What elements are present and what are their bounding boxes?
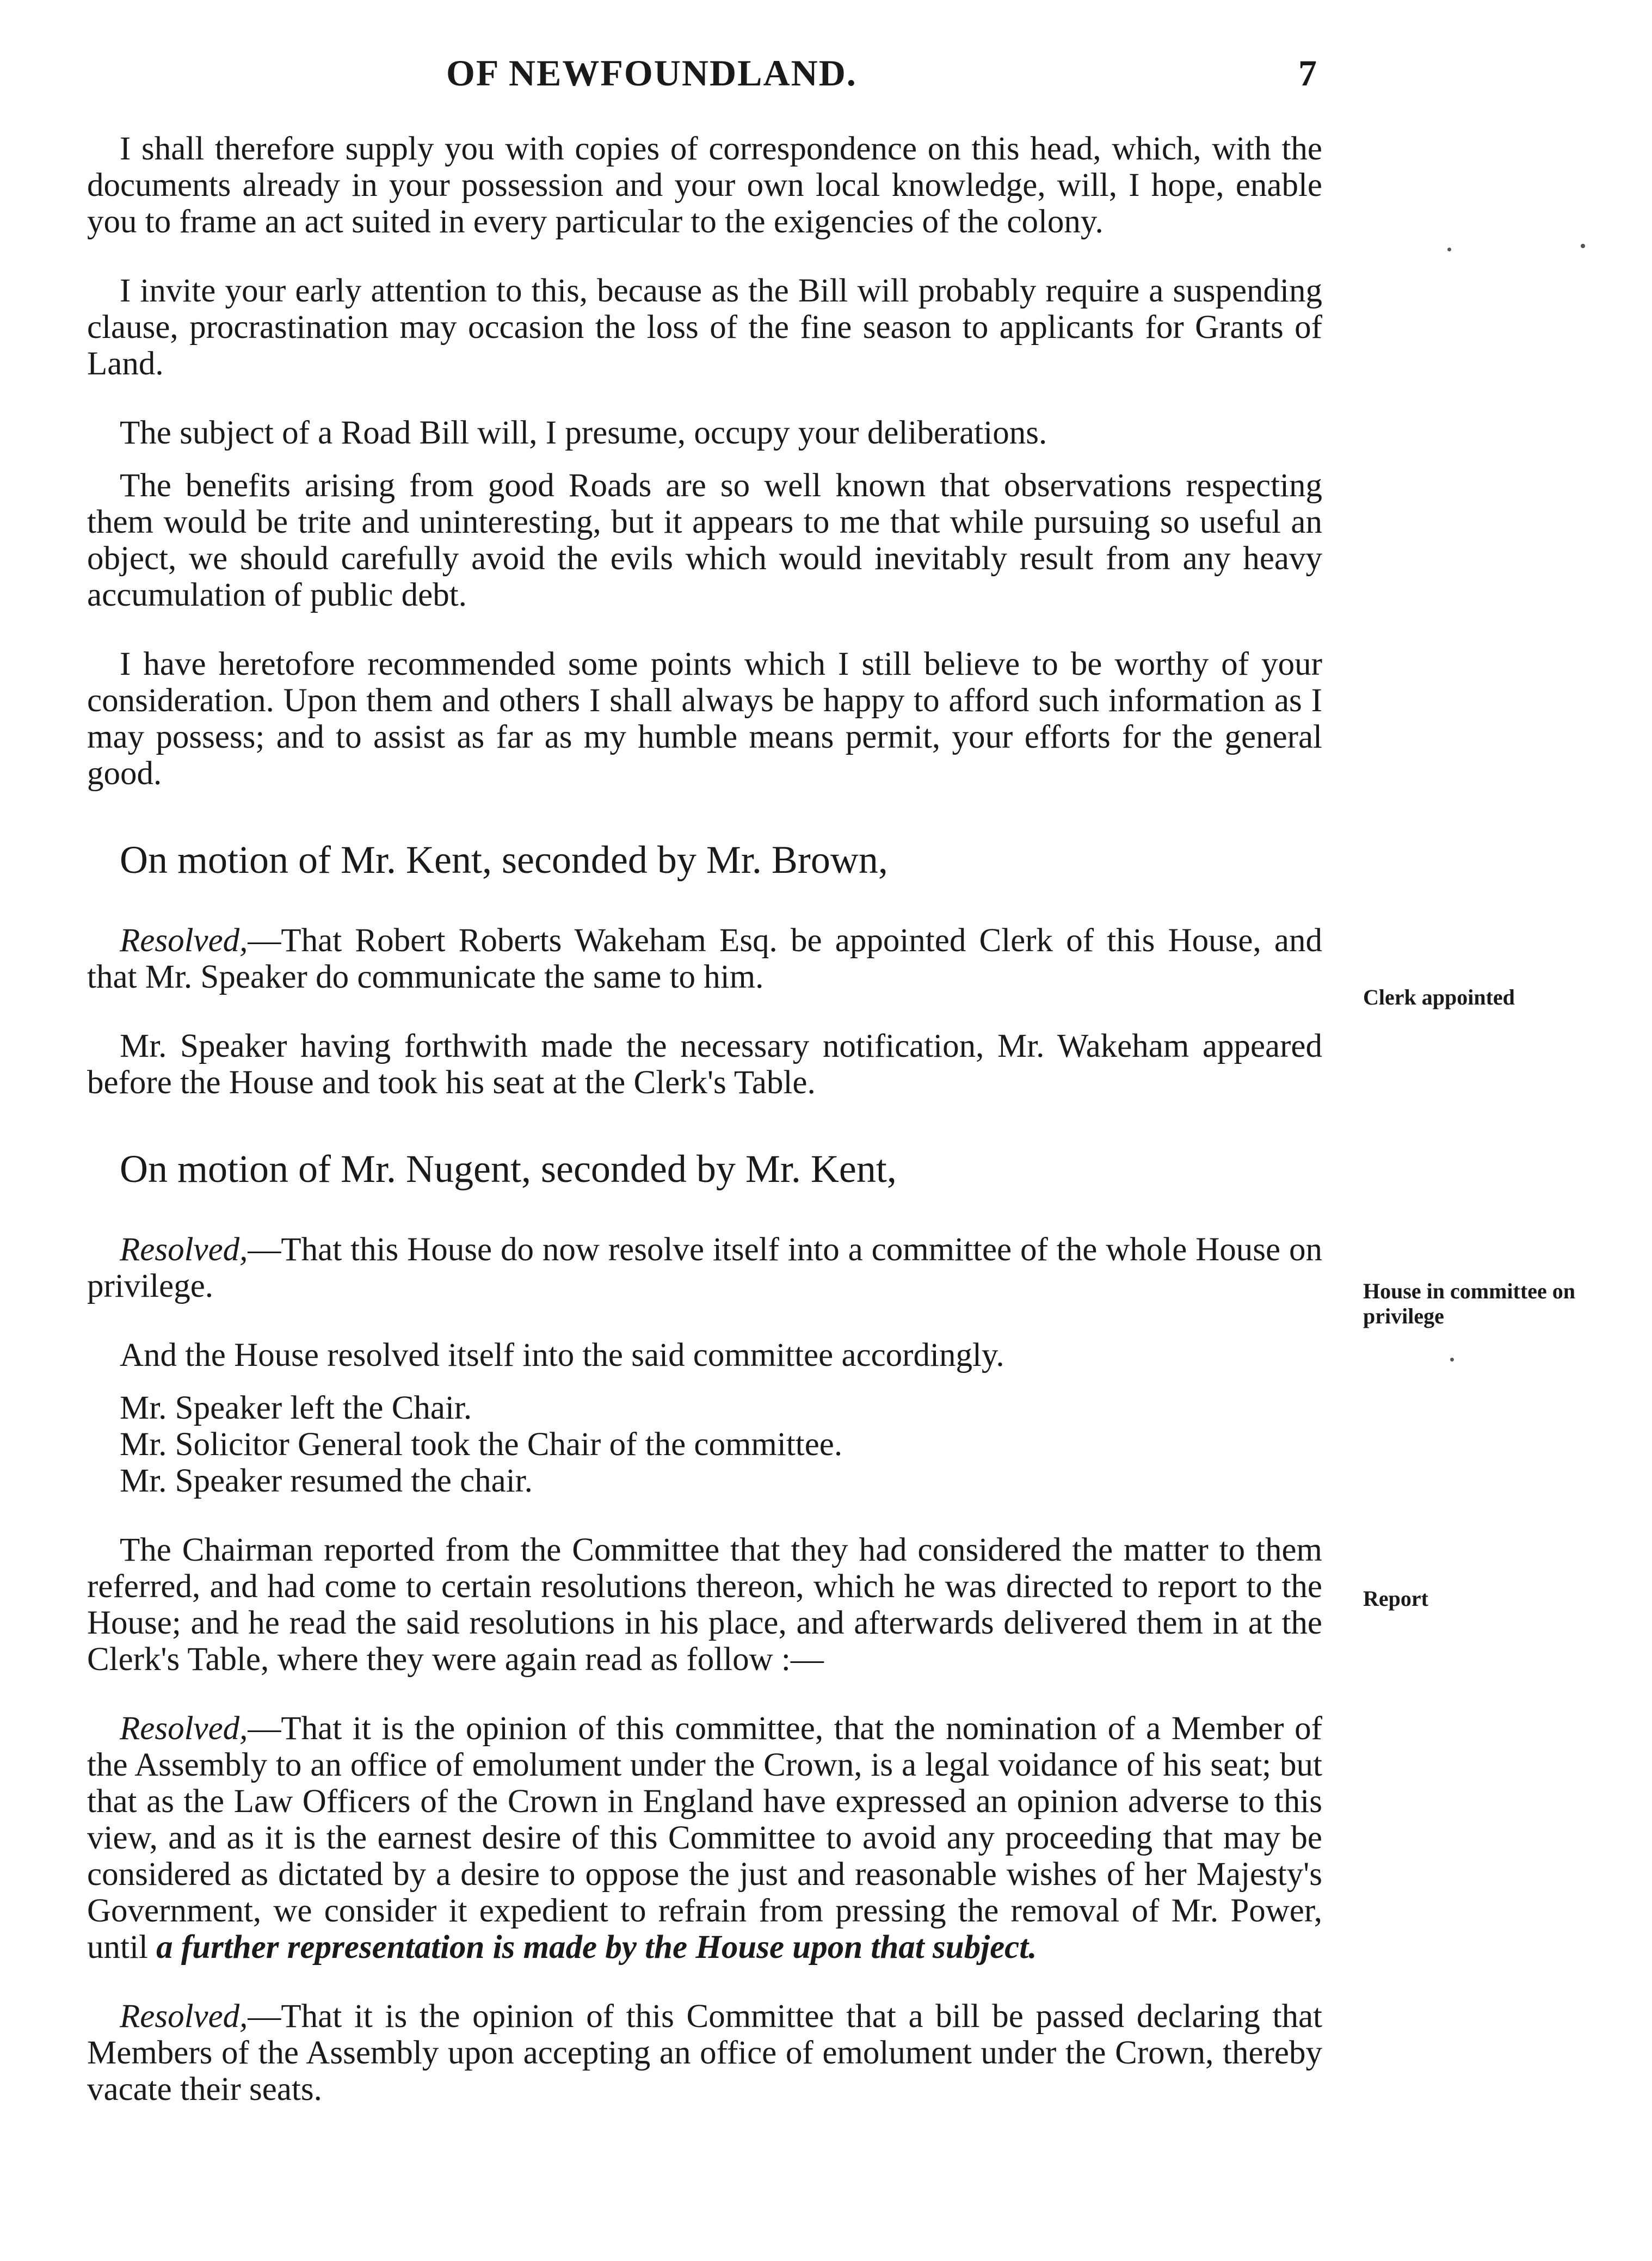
page-number: 7 bbox=[1298, 52, 1317, 94]
resolution-committee-text: —That this House do now resolve itself into a committee of the whole House on privilege. bbox=[87, 1231, 1322, 1304]
resolved-label: Resolved, bbox=[120, 922, 248, 959]
chair-line: Mr. Solicitor General took the Chair of the committee. bbox=[120, 1426, 843, 1463]
resolved-label: Resolved, bbox=[120, 1710, 248, 1747]
motion-nugent-kent: On motion of Mr. Nugent, seconded by Mr. Kent, bbox=[120, 1147, 897, 1191]
page-header bbox=[109, 52, 1339, 112]
resolution-bill-text: —That it is the opinion of this Committee that a bill be passed declaring that Members of the Assembly upon accepting an office of emolument under the Crown, thereby vacate their seats. bbox=[87, 1998, 1322, 2108]
margin-note-clerk: Clerk appointed bbox=[1363, 985, 1515, 1009]
ink-speck bbox=[1581, 244, 1585, 248]
paragraph-chairman-report: The Chairman reported from the Committee that they had considered the matter to them referred, and had come to certain resolutions thereon, which he was directed to report to the House; and he read the said resolutions in his place, and afterwards delivered them in at the Clerk's Table, where they were again read as follow :— bbox=[87, 1532, 1322, 1678]
motion-kent-brown: On motion of Mr. Kent, seconded by Mr. Brown, bbox=[120, 838, 888, 882]
chair-line: Mr. Speaker left the Chair. bbox=[120, 1390, 472, 1426]
paragraph-early-attention: I invite your early attention to this, because as the Bill will probably require a suspending clause, procrastination may occasion the loss of the fine season to applicants for Grants of Land. bbox=[87, 273, 1322, 382]
paragraph-notification: Mr. Speaker having forthwith made the necessary notification, Mr. Wakeham appeared before the House and took his seat at the Clerk's Table. bbox=[87, 1028, 1322, 1101]
resolution-committee bbox=[87, 1231, 1322, 1304]
chair-proceedings bbox=[87, 1390, 1322, 1499]
paragraph-correspondence: I shall therefore supply you with copies of correspondence on this head, which, with the documents already in your possession and your own local knowledge, will, I hope, enable you to frame an act suited in every particular to the exigencies of the colony. bbox=[87, 131, 1322, 240]
resolution-voidance-text: —That it is the opinion of this committee, that the nomination of a Member of the Assembly to an office of emolument under the Crown, is a legal voidance of his seat; but that as the Law Officers of the Crown in England have expressed an opinion adverse to this view, and as it is the earnest desire of this Committee to avoid any proceeding that may be considered as dictated by a desire to oppose the just and reasonable wishes of her Majesty's Government, we consider it expedient to refrain from pressing the removal of Mr. Power, until bbox=[87, 1710, 1322, 1966]
ink-speck bbox=[1450, 1358, 1454, 1361]
running-head: OF NEWFOUNDLAND. bbox=[446, 52, 857, 94]
ink-speck bbox=[1447, 248, 1451, 251]
resolution-voidance-emphasis: a further representation is made by the House upon that subject. bbox=[156, 1929, 1037, 1966]
body-text bbox=[87, 131, 1322, 2140]
paragraph-resolved-committee: And the House resolved itself into the said committee accordingly. bbox=[120, 1337, 1004, 1373]
resolved-label: Resolved, bbox=[120, 1231, 248, 1268]
resolution-clerk bbox=[87, 922, 1322, 995]
resolved-label: Resolved, bbox=[120, 1998, 248, 2035]
resolution-bill bbox=[87, 1998, 1322, 2108]
paragraph-road-bill: The subject of a Road Bill will, I presume, occupy your deliberations. bbox=[120, 415, 1047, 451]
paragraph-recommendations: I have heretofore recommended some points which I still believe to be worthy of your consideration. Upon them and others I shall always be happy to afford such information as I may possess; and to assist as far as my humble means permit, your efforts for the general good. bbox=[87, 646, 1322, 792]
paragraph-good-roads: The benefits arising from good Roads are so well known that observations respecting them would be trite and uninteresting, but it appears to me that while pursuing so useful an object, we should carefully avoid the evils which would inevitably result from any heavy accumulation of public debt. bbox=[87, 467, 1322, 613]
resolution-clerk-text: —That Robert Roberts Wakeham Esq. be appointed Clerk of this House, and that Mr. Speaker do communicate the same to him. bbox=[87, 922, 1322, 995]
margin-note-report: Report bbox=[1363, 1586, 1428, 1611]
margin-note-committee: House in committee on privilege bbox=[1363, 1279, 1575, 1328]
chair-line: Mr. Speaker resumed the chair. bbox=[120, 1463, 533, 1499]
resolution-voidance bbox=[87, 1710, 1322, 1966]
